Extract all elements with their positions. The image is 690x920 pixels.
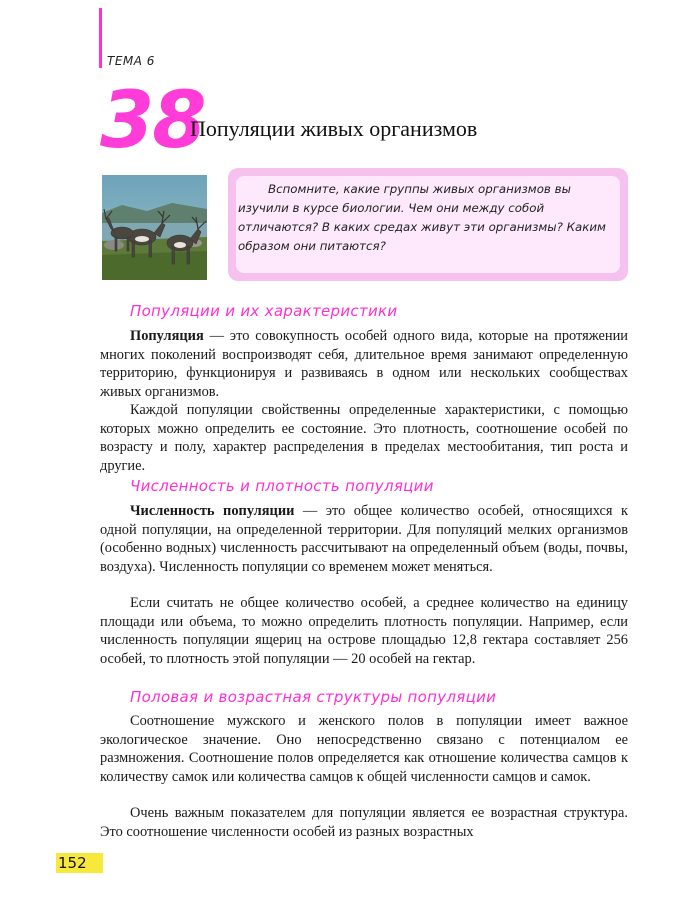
paragraph-text: — это общее количество особей, относящихся к одной популяции, на определенной территории. Для популяций мелких организмов (особенно водных) численность рассчитывают на определенный объем (воды, почвы, воздуха). Численность популяции со временем может меняться. [100,503,628,575]
review-questions: Вспомните, какие группы живых организмов вы изучили в курсе биологии. Чем они между собой отличаются? В каких средах живут эти организмы? Каким образом они питаются? [238,182,606,253]
paragraph-sex-ratio [100,712,628,786]
paragraph-population-characteristics [100,401,628,475]
section-heading-size-density: Численность и плотность популяции [130,477,434,495]
paragraph-text: Очень важным показателем для популяции является ее возрастная структура. Это соотношение численности особей из разных возрастных [100,805,628,840]
paragraph-text: Соотношение мужского и женского полов в популяции имеет важное экологическое значение. Оно непосредственно связано с потенциалом ее размножения. Соотношение полов определяется как отношение количества самцов к количеству самок или количества самцов к общей численности самцов и самок. [100,713,628,785]
page-number: 152 [56,853,103,873]
paragraph-text: Если считать не общее количество особей, а среднее количество на единицу площади или объема, то можно определить плотность популяции. Например, если численность популяции ящериц на острове площадью 12,8 гектара составляет 256 особей, то плотность этой популяции — 20 особей на гектар. [100,595,628,667]
paragraph-text: — это совокупность особей одного вида, которые на протяжении многих поколений воспроизводят себя, длительное время занимают определенную территорию, функционируя и развиваясь в одном или нескольких сообществах живых организмов. [100,328,628,400]
term-population-size: Численность популяции [130,503,295,519]
paragraph-text: Каждой популяции свойственны определенные характеристики, с помощью которых можно определить ее состояние. Это плотность, соотношение особей по возрасту и полу, характер распределения в пределах местообитания, тип роста и другие. [100,402,628,474]
term-population: Популяция [130,328,204,344]
lesson-number: 38 [100,76,205,166]
lesson-title: Популяции живых организмов [190,116,478,141]
paragraph-population-definition [100,327,628,401]
paragraph-population-size [100,502,628,576]
section-heading-sex-age-structure: Половая и возрастная структуры популяции [130,688,497,706]
paragraph-population-density [100,594,628,668]
topic-accent-bar [99,8,102,68]
topic-label: ТЕМА 6 [107,54,155,68]
reindeer-photo [102,175,207,280]
paragraph-age-structure [100,804,628,841]
section-heading-populations: Популяции и их характеристики [130,302,398,320]
